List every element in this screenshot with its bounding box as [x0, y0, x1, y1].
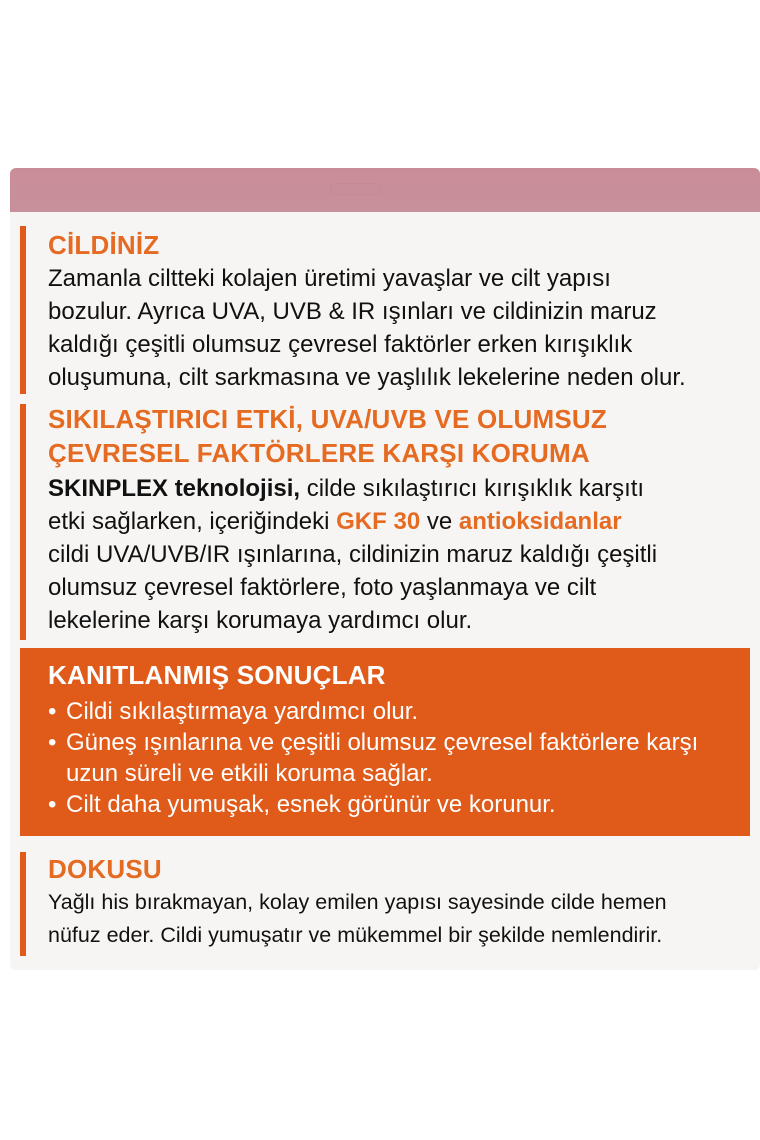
- proven-results-panel: [20, 648, 750, 836]
- section-line: [48, 505, 754, 538]
- section-line: bozulur. Ayrıca UVA, UVB & IR ışınları ve cildinizin maruz: [48, 298, 657, 325]
- lid-emboss-mark: [330, 183, 382, 195]
- section-accent-bar: [20, 404, 26, 640]
- skinplex-label: SKINPLEX teknolojisi,: [48, 475, 301, 502]
- list-item: [48, 789, 738, 820]
- list-item-text: Cildi sıkılaştırmaya yardımcı olur.: [66, 698, 419, 725]
- gkf-highlight: GKF 30: [336, 508, 421, 535]
- section-line: oluşumuna, cilt sarkmasına ve yaşlılık lekelerine neden olur.: [48, 364, 686, 391]
- section-line: Yağlı his bırakmayan, kolay emilen yapısı sayesinde cilde hemen: [48, 890, 667, 914]
- section-heading: SIKILAŞTIRICI ETKİ, UVA/UVB VE OLUMSUZ: [48, 404, 607, 434]
- section-line: Zamanla ciltteki kolajen üretimi yavaşlar ve cilt yapısı: [48, 265, 611, 292]
- list-item: [48, 727, 738, 789]
- package-lid: [10, 168, 760, 212]
- section-line: [48, 472, 754, 505]
- section-text: ve: [420, 508, 459, 535]
- section-heading: ÇEVRESEL FAKTÖRLERE KARŞI KORUMA: [48, 438, 590, 468]
- bullet-icon: •: [48, 698, 57, 725]
- section-text: cilde sıkılaştırıcı kırışıklık karşıtı: [300, 475, 645, 502]
- section-line: kaldığı çeşitli olumsuz çevresel faktörler erken kırışıklık: [48, 331, 633, 358]
- section-heading: KANITLANMIŞ SONUÇLAR: [48, 660, 386, 690]
- section-dokusu: [48, 852, 754, 952]
- list-item-text: Cilt daha yumuşak, esnek görünür ve korunur.: [66, 791, 556, 818]
- section-line: lekelerine karşı korumaya yardımcı olur.: [48, 607, 473, 634]
- section-text: etki sağlarken, içeriğindeki: [48, 508, 337, 535]
- section-line: olumsuz çevresel faktörlere, foto yaşlanmaya ve cilt: [48, 574, 597, 601]
- section-line: nüfuz eder. Cildi yumuşatır ve mükemmel bir şekilde nemlendirir.: [48, 923, 663, 947]
- section-accent-bar: [20, 852, 26, 956]
- section-cildiniz: [48, 228, 748, 394]
- list-item: [48, 696, 738, 727]
- bullet-icon: •: [48, 791, 57, 818]
- list-item-text: Güneş ışınlarına ve çeşitli olumsuz çevresel faktörlere karşı uzun süreli ve etkili koruma sağlar.: [66, 729, 699, 787]
- section-accent-bar: [20, 226, 26, 394]
- section-protection: [48, 402, 754, 637]
- section-line: cildi UVA/UVB/IR ışınlarına, cildinizin maruz kaldığı çeşitli: [48, 541, 658, 568]
- antioxidant-highlight: antioksidanlar: [458, 508, 622, 535]
- section-heading: DOKUSU: [48, 854, 162, 884]
- results-list: [48, 696, 738, 820]
- section-heading: CİLDİNİZ: [48, 230, 160, 260]
- bullet-icon: •: [48, 729, 57, 756]
